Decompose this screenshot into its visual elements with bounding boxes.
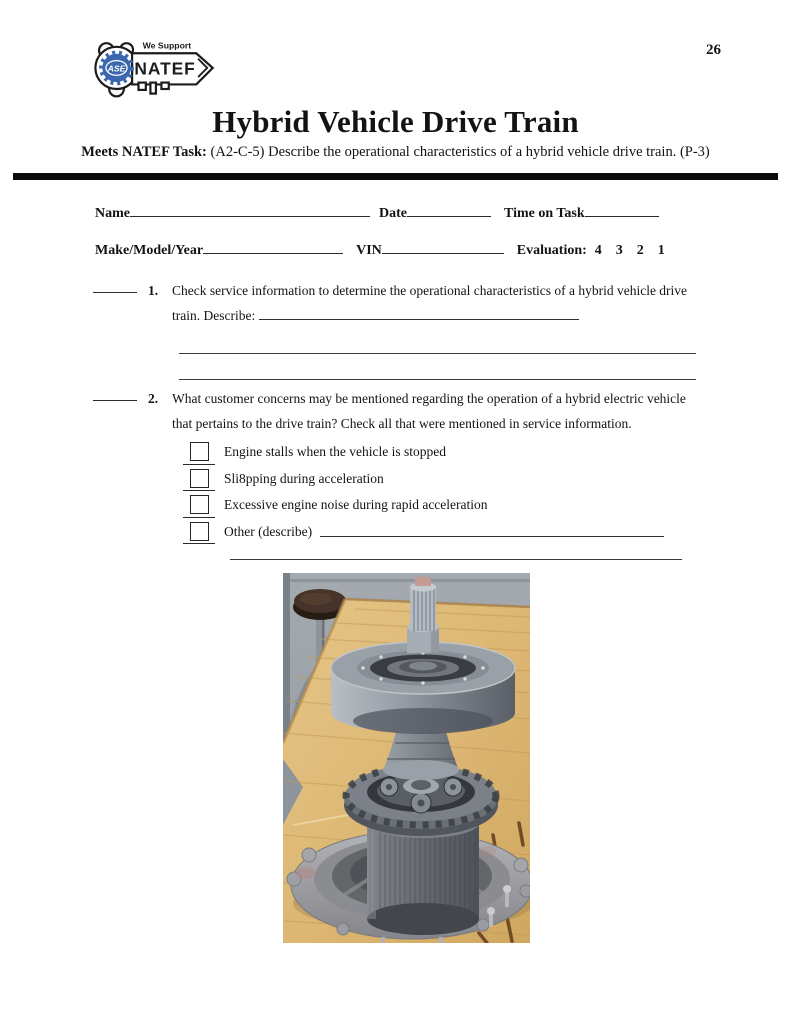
photo-container — [0, 573, 791, 947]
vin-field-line — [382, 241, 504, 254]
transaxle-photo — [283, 573, 530, 943]
task-2-grade-blank — [93, 386, 137, 401]
other-describe-line — [320, 525, 664, 537]
name-field-line — [130, 204, 370, 217]
answer-line — [179, 354, 696, 380]
option-label: Excessive engine noise during rapid acceleration — [224, 497, 488, 513]
task-1-grade-blank — [93, 278, 137, 293]
student-info-row — [95, 204, 696, 226]
task-1-describe-line — [259, 307, 579, 320]
make-model-year-label: Make/Model/Year — [95, 242, 204, 258]
logo-support-label: We Support — [142, 40, 192, 51]
section-divider — [13, 173, 778, 180]
evaluation-scale: 4 3 2 1 — [594, 242, 665, 258]
make-model-year-field-line — [203, 241, 343, 254]
task-1-answer-lines — [179, 328, 696, 380]
task-1-text — [172, 278, 707, 328]
checkbox-icon — [190, 495, 209, 514]
task-2-number: 2. — [148, 390, 159, 406]
vehicle-info-row — [95, 241, 696, 263]
option-row — [190, 439, 791, 466]
time-on-task-field-line — [585, 204, 659, 217]
natef-logo — [86, 34, 224, 100]
answer-line — [179, 328, 696, 354]
natef-task-statement — [72, 143, 720, 163]
page-number: 26 — [706, 42, 721, 58]
option-label: Engine stalls when the vehicle is stopped — [224, 444, 446, 460]
task-2 — [93, 386, 791, 436]
checkbox-icon — [190, 442, 209, 461]
task-2-text — [172, 386, 707, 436]
option-row — [190, 465, 791, 492]
option-row — [190, 492, 791, 519]
task-2-options — [0, 439, 791, 545]
option-label: Other (describe) — [224, 523, 313, 539]
ase-badge-label: ASE — [107, 63, 126, 74]
time-on-task-label: Time on Task — [504, 205, 585, 221]
date-label: Date — [379, 205, 407, 221]
input-shaft — [407, 576, 439, 653]
vin-label: VIN — [356, 242, 382, 258]
natef-task-text: (A2-C-5) Describe the operational characteristics of a hybrid vehicle drive train. (P-3) — [210, 144, 710, 160]
page-title: Hybrid Vehicle Drive Train — [212, 104, 579, 139]
evaluation-label: Evaluation: — [516, 242, 587, 258]
page-header — [0, 0, 791, 100]
task-1-instruction: Check service information to determine the operational characteristics of a hybrid vehicle drive train. — [172, 282, 688, 323]
date-field-line — [407, 204, 491, 217]
natef-task-label: Meets NATEF Task: — [81, 144, 207, 160]
other-continuation-line — [230, 559, 682, 560]
task-1-describe-label: Describe: — [203, 307, 256, 323]
checkbox-icon — [190, 469, 209, 488]
task-1-number: 1. — [148, 282, 159, 298]
task-1 — [93, 278, 791, 328]
checkbox-icon — [190, 522, 209, 541]
option-row-other — [190, 518, 791, 545]
option-label: Sli8pping during acceleration — [224, 470, 384, 486]
drive-drum — [331, 642, 515, 734]
task-2-instruction: What customer concerns may be mentioned regarding the operation of a hybrid electric vehicle that pertains to the drive train? Check all that were mentioned in service information. — [172, 390, 686, 431]
name-label: Name — [95, 205, 130, 221]
logo-org-label: NATEF — [134, 58, 196, 79]
